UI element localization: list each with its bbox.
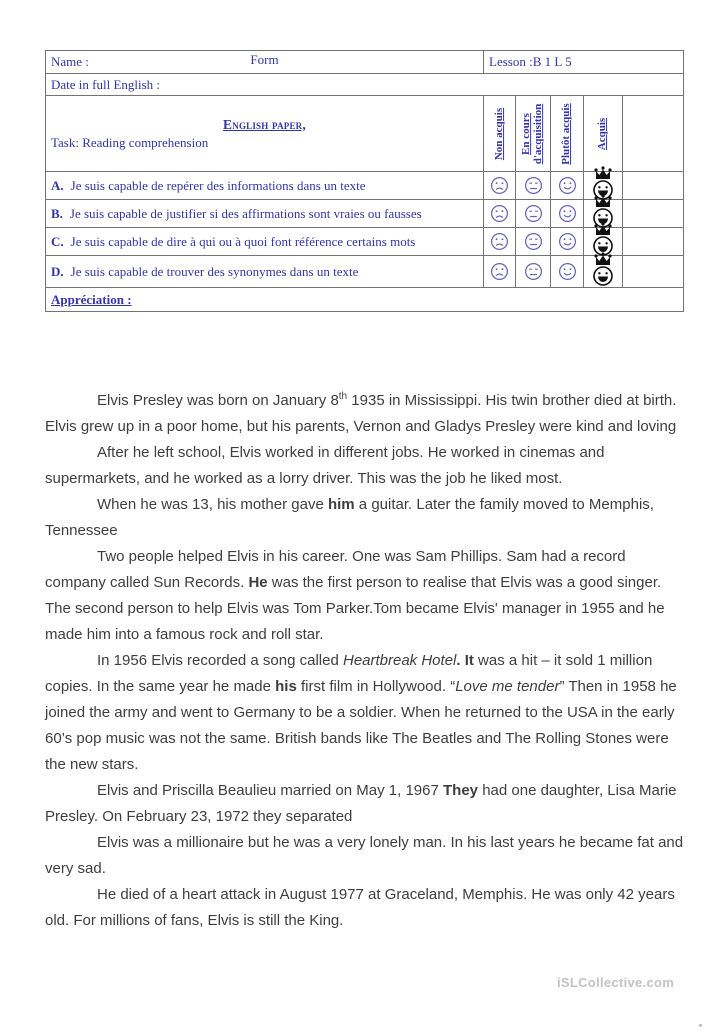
rating-cell-sad-face[interactable] <box>484 228 516 256</box>
crowned-smiley-icon <box>589 260 617 284</box>
rating-cell-empty[interactable] <box>623 200 684 228</box>
happy-face-icon <box>558 176 577 191</box>
neutral-face-icon <box>524 232 543 247</box>
happy-face-icon <box>558 204 577 219</box>
skill-text: Je suis capable de repérer des informations dans un texte <box>70 177 366 193</box>
skill-letter: B. <box>51 205 63 221</box>
reading-passage <box>45 388 690 934</box>
rating-cell-neutral-face[interactable] <box>516 256 551 288</box>
sad-face-icon <box>490 176 509 191</box>
rating-cell-happy-face[interactable] <box>551 228 584 256</box>
happy-face-icon <box>558 262 577 277</box>
reading-paragraph: Elvis and Priscilla Beaulieu married on May 1, 1967 They had one daughter, Lisa Marie Presley. On February 23, 1972 they separated <box>45 782 677 825</box>
sad-face-icon <box>490 262 509 277</box>
appreciation-label: Appréciation : <box>51 291 132 307</box>
rating-cell-crowned-smiley[interactable] <box>584 256 623 288</box>
rating-header-label: Acquis <box>596 117 609 150</box>
reading-paragraph: In 1956 Elvis recorded a song called Heartbreak Hotel. It was a hit – it sold 1 million copies. In the same year he made his first film in Hollywood. “Love me tender” Then in 1958 he joined the army and went to Germany to be a soldier. When he returned to the USA in the early 60’s pop music was not the same. British bands like The Beatles and The Rolling Stones were the new stars. <box>45 652 677 773</box>
page-dot <box>699 1024 702 1027</box>
skill-row <box>46 172 684 200</box>
rating-cell-happy-face[interactable] <box>551 172 584 200</box>
lesson-cell[interactable] <box>484 51 684 74</box>
rating-cell-happy-face[interactable] <box>551 256 584 288</box>
rating-cell-sad-face[interactable] <box>484 256 516 288</box>
assessment-table <box>45 50 684 312</box>
skill-statement <box>46 172 484 200</box>
skill-letter: A. <box>51 177 64 193</box>
rating-cell-neutral-face[interactable] <box>516 172 551 200</box>
reading-paragraph: Two people helped Elvis in his career. One was Sam Phillips. Sam had a record company called Sun Records. He was the first person to realise that Elvis was a good singer. The second person to help Elvis was Tom Parker.Tom became Elvis' manager in 1955 and he made him into a famous rock and roll star. <box>45 548 665 643</box>
rating-cell-neutral-face[interactable] <box>516 200 551 228</box>
table-row <box>46 288 684 312</box>
reading-paragraph: When he was 13, his mother gave him a guitar. Later the family moved to Memphis, Tennessee <box>45 496 654 539</box>
rating-header-acquis <box>584 96 623 172</box>
name-form-cell[interactable] <box>46 51 484 74</box>
rating-header-label: Plutôt acquis <box>560 102 573 165</box>
rating-cell-empty[interactable] <box>623 256 684 288</box>
rating-cell-happy-face[interactable] <box>551 200 584 228</box>
reading-paragraph: After he left school, Elvis worked in different jobs. He worked in cinemas and supermarkets, and he worked as a lorry driver. This was the job he liked most. <box>45 444 605 487</box>
skill-letter: D. <box>51 263 64 279</box>
table-row <box>46 51 684 74</box>
rating-cell-sad-face[interactable] <box>484 200 516 228</box>
sad-face-icon <box>490 232 509 247</box>
skill-row <box>46 200 684 228</box>
rating-header-label: En cours d'acquisition <box>520 103 544 164</box>
skill-text: Je suis capable de trouver des synonymes dans un texte <box>70 263 359 279</box>
skill-text: Je suis capable de dire à qui ou à quoi font référence certains mots <box>70 233 416 249</box>
table-row <box>46 96 684 172</box>
skill-letter: C. <box>51 233 64 249</box>
date-cell[interactable] <box>46 74 684 96</box>
appreciation-cell[interactable] <box>46 288 684 312</box>
reading-paragraph: Elvis was a millionaire but he was a very lonely man. In his last years he became fat and very sad. <box>45 834 684 877</box>
skill-statement <box>46 200 484 228</box>
task-label: Task: Reading comprehension <box>51 134 209 150</box>
happy-face-icon <box>558 232 577 247</box>
skill-statement <box>46 256 484 288</box>
reading-paragraph: He died of a heart attack in August 1977 at Graceland, Memphis. He was only 42 years old. For millions of fans, Elvis is still the King. <box>45 886 675 929</box>
rating-cell-sad-face[interactable] <box>484 172 516 200</box>
task-cell <box>46 96 484 172</box>
rating-header-plutot-acquis <box>551 96 584 172</box>
lesson-label: Lesson :B 1 L 5 <box>489 54 572 69</box>
rating-header-label: Non acquis <box>492 107 505 160</box>
name-label: Name : <box>51 54 89 69</box>
reading-paragraph: Elvis Presley was born on January 8th 1935 in Mississippi. His twin brother died at birth. Elvis grew up in a poor home, but his parents, Vernon and Gladys Presley were kind and loving <box>45 391 677 435</box>
paper-title: English paper, <box>223 116 306 132</box>
form-label: Form <box>250 52 279 67</box>
skill-row <box>46 256 684 288</box>
neutral-face-icon <box>524 176 543 191</box>
watermark-isl-collective: iSLCollective.com <box>557 975 675 990</box>
rating-cell-empty[interactable] <box>623 172 684 200</box>
table-row <box>46 74 684 96</box>
date-label: Date in full English : <box>51 76 161 92</box>
skill-statement <box>46 228 484 256</box>
sad-face-icon <box>490 204 509 219</box>
rating-cell-empty[interactable] <box>623 228 684 256</box>
skill-text: Je suis capable de justifier si des affirmations sont vraies ou fausses <box>69 205 422 221</box>
rating-header-en-cours <box>516 96 551 172</box>
rating-cell-neutral-face[interactable] <box>516 228 551 256</box>
rating-header-empty <box>623 96 684 172</box>
rating-header-non-acquis <box>484 96 516 172</box>
skill-row <box>46 228 684 256</box>
neutral-face-icon <box>524 262 543 277</box>
neutral-face-icon <box>524 204 543 219</box>
